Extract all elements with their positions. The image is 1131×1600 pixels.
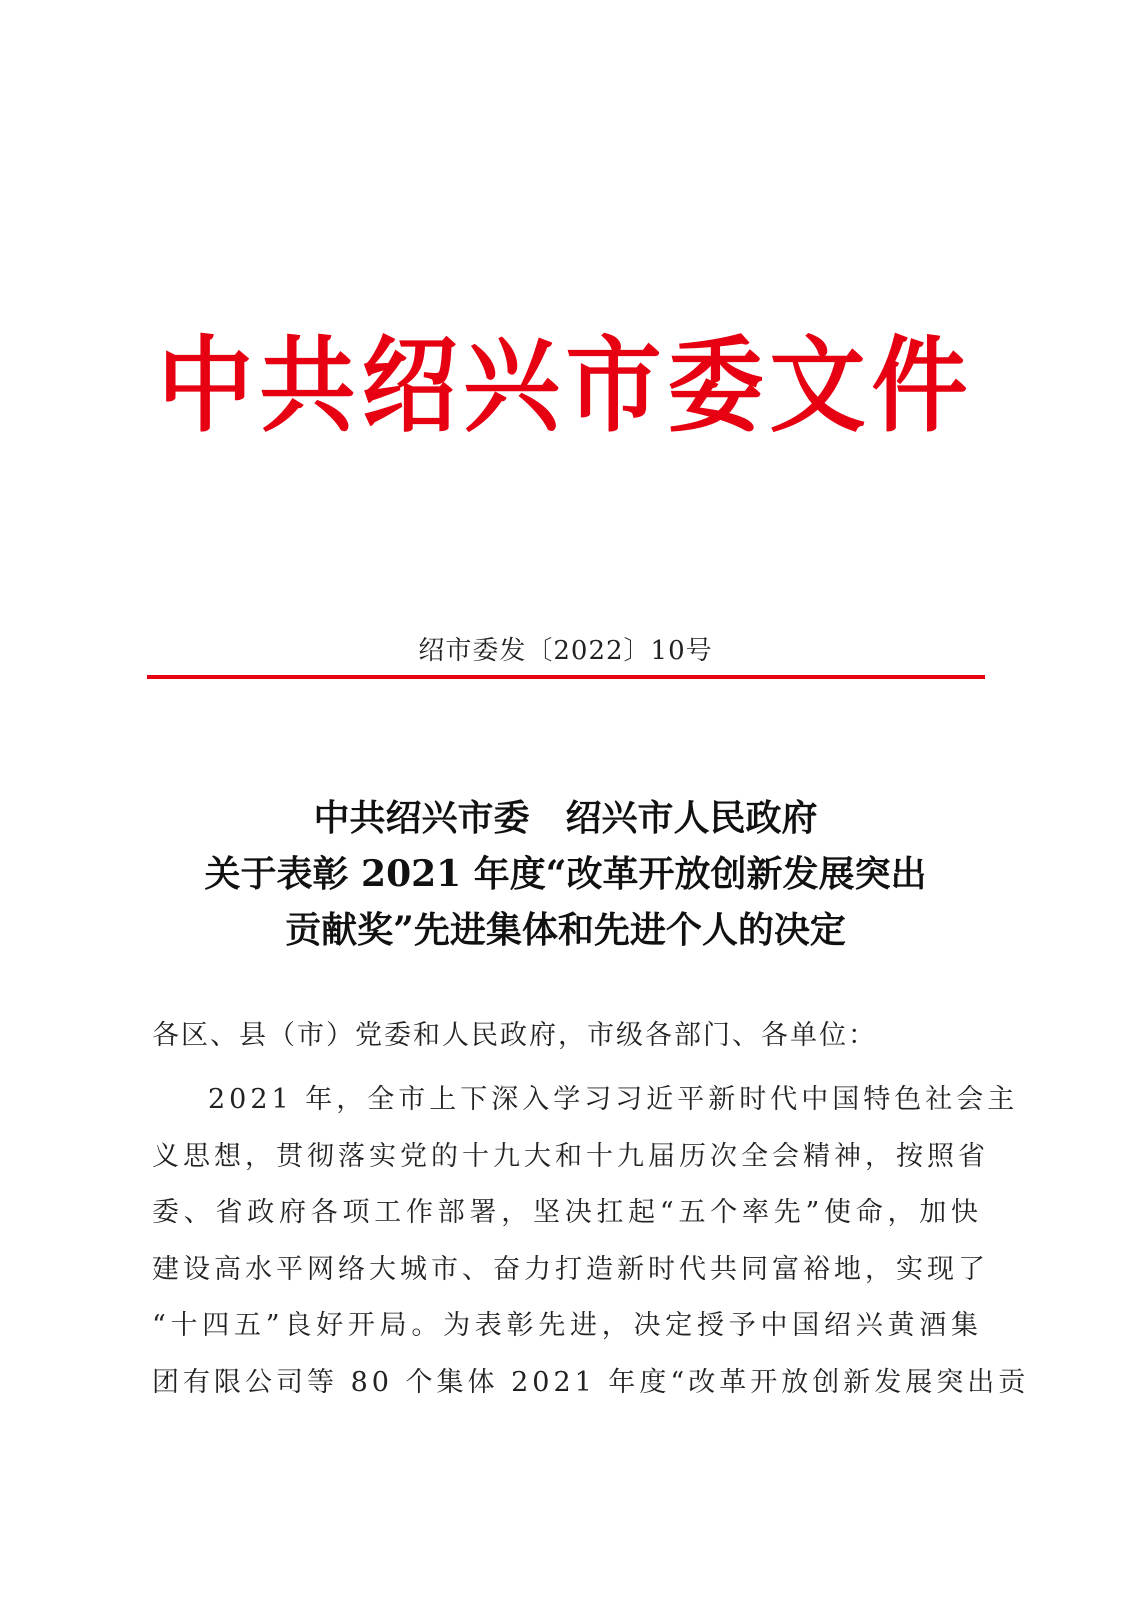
- document-masthead: 中共绍兴市委文件: [157, 324, 974, 447]
- body-paragraph: [152, 1072, 1030, 1411]
- title-line: 中共绍兴市委 绍兴市人民政府: [313, 797, 818, 839]
- recipients-line: 各区、县（市）党委和人民政府，市级各部门、各单位：: [152, 1020, 877, 1051]
- red-divider-line: [147, 675, 985, 679]
- body-line: 团有限公司等 80 个集体 2021 年度“改革开放创新发展突出贡: [152, 1366, 1030, 1398]
- document-number: 绍市委发〔2022〕10号: [418, 636, 713, 666]
- body-line: 义思想，贯彻落实党的十九大和十九届历次全会精神，按照省: [152, 1140, 989, 1172]
- document-title: [140, 790, 991, 958]
- body-line: 建设高水平网络大城市、奋力打造新时代共同富裕地，实现了: [152, 1253, 989, 1285]
- body-line: 2021 年，全市上下深入学习习近平新时代中国特色社会主: [208, 1084, 1019, 1115]
- body-line: 委、省政府各项工作部署，坚决扛起“五个率先”使命，加快: [152, 1197, 982, 1228]
- title-line: 贡献奖”先进集体和先进个人的决定: [285, 909, 846, 951]
- body-line: “十四五”良好开局。为表彰先进，决定授予中国绍兴黄酒集: [152, 1310, 982, 1341]
- title-line: 关于表彰 2021 年度“改革开放创新发展突出: [204, 853, 927, 895]
